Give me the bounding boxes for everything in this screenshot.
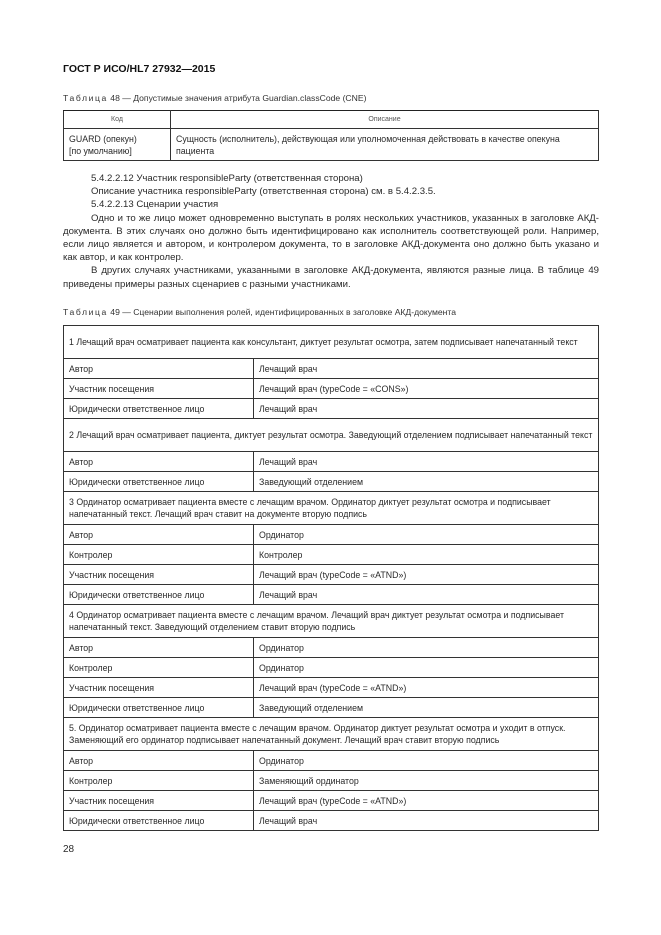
- performer-cell: Ординатор: [254, 751, 599, 771]
- table-row: [64, 678, 599, 698]
- role-cell: Юридически ответственное лицо: [64, 698, 254, 718]
- performer-cell: Лечащий врач: [254, 585, 599, 605]
- performer-cell: Лечащий врач: [254, 399, 599, 419]
- scenario-description: 2 Лечащий врач осматривает пациента, диктует результат осмотра. Заведующий отделением подписывает напечатанный текст: [64, 419, 599, 452]
- table-49: [63, 325, 599, 831]
- section-heading: 5.4.2.2.12 Участник responsibleParty (ответственная сторона): [91, 173, 363, 184]
- section-heading: 5.4.2.2.13 Сценарии участия: [91, 199, 219, 211]
- scenario-row: [64, 326, 599, 359]
- scenario-row: [64, 718, 599, 751]
- role-cell: Участник посещения: [64, 379, 254, 399]
- table-row: [64, 585, 599, 605]
- column-header-description: Описание: [171, 111, 599, 129]
- table-row: [64, 751, 599, 771]
- role-cell: Контролер: [64, 658, 254, 678]
- performer-cell: Лечащий врач: [254, 359, 599, 379]
- scenario-row: [64, 492, 599, 525]
- role-cell: Участник посещения: [64, 678, 254, 698]
- role-cell: Автор: [64, 452, 254, 472]
- performer-cell: Лечащий врач (typeCode = «ATND»): [254, 565, 599, 585]
- performer-cell: Заменяющий ординатор: [254, 771, 599, 791]
- role-cell: Контролер: [64, 545, 254, 565]
- table-row: [64, 359, 599, 379]
- role-cell: Контролер: [64, 771, 254, 791]
- role-cell: Юридически ответственное лицо: [64, 399, 254, 419]
- code-default-note: [по умолчанию]: [69, 145, 132, 156]
- role-cell: Юридически ответственное лицо: [64, 811, 254, 831]
- scenario-row: [64, 419, 599, 452]
- performer-cell: Заведующий отделением: [254, 698, 599, 718]
- caption-prefix: Таблица: [63, 307, 108, 317]
- performer-cell: Лечащий врач: [254, 811, 599, 831]
- paragraph: Одно и то же лицо может одновременно выступать в ролях нескольких участников, указанных в заголовке АКД-документа. В этих случаях оно должно быть идентифицировано как исполнитель соответствующей роли. Например, если лицо является и автором, и контролером документа, то в заголовке АКД-документа оно должно быть указано и как автор, и как контролер.: [63, 212, 599, 264]
- table-row: [64, 658, 599, 678]
- table-header-row: [64, 111, 599, 129]
- table-row: [64, 379, 599, 399]
- paragraph: В других случаях участниками, указанными в заголовке АКД-документа, являются разные лица. В таблице 49 приведены примеры разных сценариев с разными участниками.: [63, 265, 599, 290]
- page-number: 28: [63, 844, 75, 855]
- caption-prefix: Таблица: [63, 93, 108, 103]
- table-row: [64, 771, 599, 791]
- role-cell: Участник посещения: [64, 791, 254, 811]
- scenario-row: [64, 605, 599, 638]
- table-row: [64, 545, 599, 565]
- scenario-description: 3 Ординатор осматривает пациента вместе с лечащим врачом. Ординатор диктует результат осмотра и подписывает напечатанный текст. Лечащий врач ставит на документе вторую подпись: [64, 492, 599, 525]
- performer-cell: Контролер: [254, 545, 599, 565]
- table-row: [64, 399, 599, 419]
- column-header-code: Код: [64, 111, 171, 129]
- table-row: [64, 811, 599, 831]
- role-cell: Автор: [64, 751, 254, 771]
- table-49-caption: [63, 307, 456, 317]
- performer-cell: Лечащий врач (typeCode = «ATND»): [254, 678, 599, 698]
- scenario-description: 1 Лечащий врач осматривает пациента как консультант, диктует результат осмотра, затем подписывает напечатанный текст: [64, 326, 599, 359]
- table-row: [64, 452, 599, 472]
- role-cell: Юридически ответственное лицо: [64, 472, 254, 492]
- code-cell: [64, 129, 171, 161]
- caption-text: 49 — Сценарии выполнения ролей, идентифицированных в заголовке АКД-документа: [107, 307, 457, 317]
- table-row: [64, 565, 599, 585]
- performer-cell: Ординатор: [254, 638, 599, 658]
- role-cell: Автор: [64, 359, 254, 379]
- role-cell: Автор: [64, 525, 254, 545]
- role-cell: Автор: [64, 638, 254, 658]
- document-header: ГОСТ Р ИСО/HL7 27932—2015: [63, 63, 216, 75]
- performer-cell: Заведующий отделением: [254, 472, 599, 492]
- scenario-description: 5. Ординатор осматривает пациента вместе с лечащим врачом. Ординатор диктует результат осмотра и уходит в отпуск. Заменяющий его ординатор подписывает напечатанный документ. Лечащий врач ставит вторую подпись: [64, 718, 599, 751]
- table-row: [64, 525, 599, 545]
- table-row: [64, 791, 599, 811]
- table-48: [63, 110, 599, 161]
- paragraph: Описание участника responsibleParty (ответственная сторона) см. в 5.4.2.3.5.: [91, 186, 436, 198]
- role-cell: Юридически ответственное лицо: [64, 585, 254, 605]
- table-48-caption: [63, 93, 366, 103]
- table-row: [64, 698, 599, 718]
- performer-cell: Лечащий врач (typeCode = «CONS»): [254, 379, 599, 399]
- performer-cell: Лечащий врач: [254, 452, 599, 472]
- table-row: [64, 129, 599, 161]
- description-cell: Сущность (исполнитель), действующая или уполномоченная действовать в качестве опекуна пациента: [171, 129, 599, 161]
- table-row: [64, 638, 599, 658]
- table-row: [64, 472, 599, 492]
- role-cell: Участник посещения: [64, 565, 254, 585]
- body-text: [63, 172, 599, 291]
- performer-cell: Ординатор: [254, 658, 599, 678]
- code-value: GUARD (опекун): [69, 133, 137, 144]
- performer-cell: Ординатор: [254, 525, 599, 545]
- scenario-description: 4 Ординатор осматривает пациента вместе с лечащим врачом. Лечащий врач диктует результат осмотра и подписывает напечатанный текст. Заведующий отделением ставит вторую подпись: [64, 605, 599, 638]
- caption-text: 48 — Допустимые значения атрибута Guardian.classCode (CNE): [107, 93, 367, 103]
- performer-cell: Лечащий врач (typeCode = «ATND»): [254, 791, 599, 811]
